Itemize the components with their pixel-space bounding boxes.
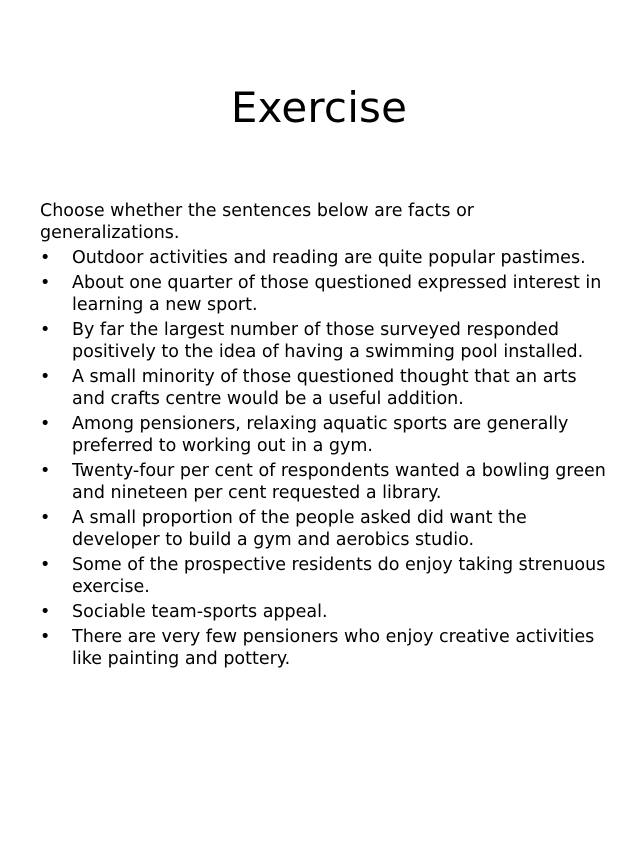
bullet-item <box>40 366 610 410</box>
bullet-text: Twenty-four per cent of respondents wanted a bowling green and nineteen per cent requested a library. <box>72 461 606 503</box>
bullet-icon: • <box>40 627 51 647</box>
bullet-text: Outdoor activities and reading are quite popular pastimes. <box>72 248 586 268</box>
bullet-text: There are very few pensioners who enjoy creative activities like painting and pottery. <box>72 627 595 669</box>
bullet-icon: • <box>40 508 51 528</box>
slide-title: Exercise <box>230 83 408 132</box>
bullet-icon: • <box>40 320 51 340</box>
bullet-item <box>40 626 610 670</box>
bullet-item <box>40 319 610 363</box>
bullet-text: A small proportion of the people asked did want the developer to build a gym and aerobics studio. <box>72 508 527 550</box>
intro-text: Choose whether the sentences below are facts or generalizations. <box>40 201 474 243</box>
bullet-icon: • <box>40 602 51 622</box>
bullet-text: Sociable team-sports appeal. <box>72 602 328 622</box>
bullet-text: Some of the prospective residents do enjoy taking strenuous exercise. <box>72 555 606 597</box>
bullet-icon: • <box>40 414 51 434</box>
bullet-item <box>40 413 610 457</box>
bullet-item <box>40 460 610 504</box>
bullet-text: About one quarter of those questioned expressed interest in learning a new sport. <box>72 273 602 315</box>
bullet-text: A small minority of those questioned thought that an arts and crafts centre would be a useful addition. <box>72 367 577 409</box>
slide-body <box>40 200 610 673</box>
bullet-item <box>40 272 610 316</box>
bullet-icon: • <box>40 248 51 268</box>
bullet-text: Among pensioners, relaxing aquatic sports are generally preferred to working out in a gym. <box>72 414 569 456</box>
bullet-item <box>40 507 610 551</box>
bullet-icon: • <box>40 273 51 293</box>
bullet-icon: • <box>40 555 51 575</box>
bullet-item <box>40 247 610 269</box>
bullet-list <box>40 247 610 670</box>
bullet-text: By far the largest number of those surveyed responded positively to the idea of having a swimming pool installed. <box>72 320 584 362</box>
bullet-item <box>40 554 610 598</box>
bullet-icon: • <box>40 461 51 481</box>
bullet-icon: • <box>40 367 51 387</box>
bullet-item <box>40 601 610 623</box>
